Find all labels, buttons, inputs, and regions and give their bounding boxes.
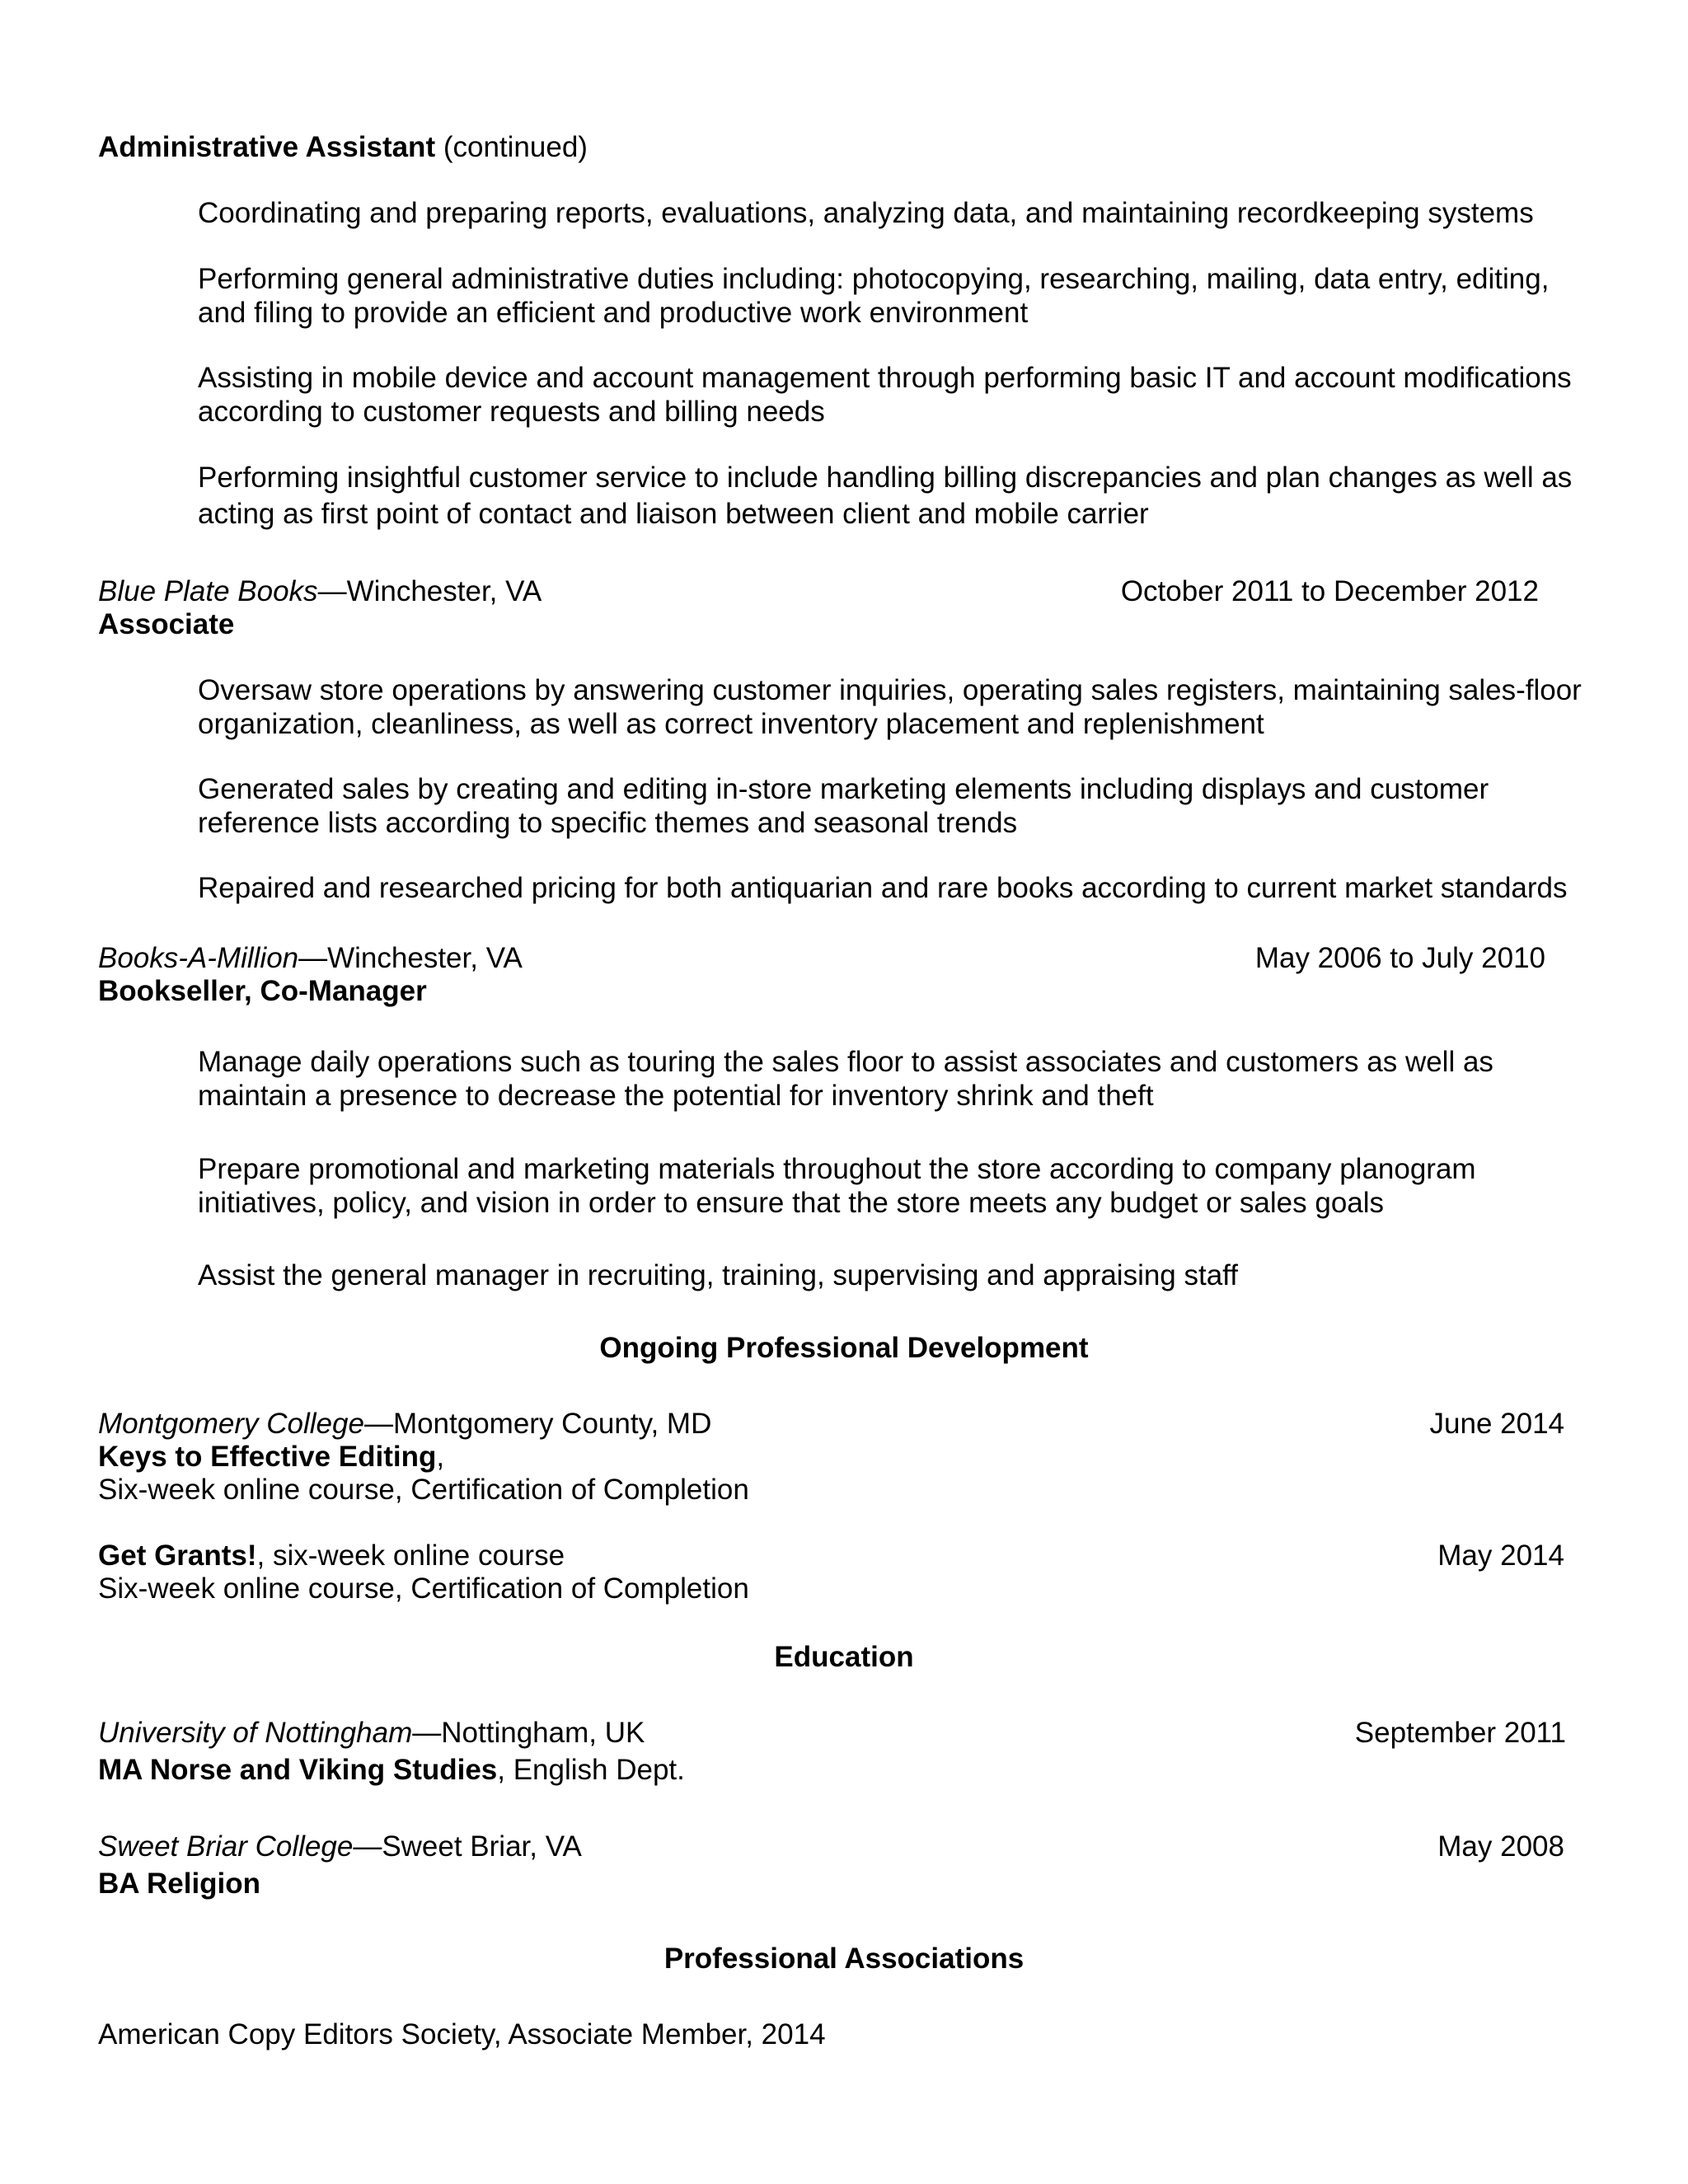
duty-item: Assisting in mobile device and account management through performing basic IT and account modifications according to customer requests and billing needs xyxy=(198,362,1572,428)
duty-item: Assist the general manager in recruiting, training, supervising and appraising staff xyxy=(198,1259,1238,1291)
course-date: June 2014 xyxy=(1429,1408,1564,1440)
employer-location: —Winchester, VA xyxy=(317,575,542,607)
duty-item: Manage daily operations such as touring the sales floor to assist associates and customers as well as maintain a presence to decrease the potential for inventory shrink and theft xyxy=(198,1046,1493,1112)
degree-suffix: , English Dept. xyxy=(497,1754,685,1786)
school-location: —Nottingham, UK xyxy=(412,1717,645,1749)
duty-item: Oversaw store operations by answering customer inquiries, operating sales registers, maintaining sales-floor organization, cleanliness, as well as correct inventory placement and replenishment xyxy=(198,674,1582,740)
school-name: Sweet Briar College xyxy=(98,1830,354,1863)
course-detail: Six-week online course, Certification of Completion xyxy=(98,1474,749,1506)
section-heading-education: Education xyxy=(774,1641,914,1673)
employer-name: Blue Plate Books xyxy=(98,575,318,607)
job-heading-admin-assistant xyxy=(98,130,588,164)
job-title: Administrative Assistant xyxy=(98,131,436,163)
employment-dates: May 2006 to July 2010 xyxy=(1254,942,1545,974)
course-title-line xyxy=(98,1539,565,1572)
employment-dates: October 2011 to December 2012 xyxy=(1120,575,1539,607)
graduation-date: September 2011 xyxy=(1354,1717,1566,1749)
graduation-date: May 2008 xyxy=(1437,1830,1564,1863)
degree-name: MA Norse and Viking Studies xyxy=(98,1754,498,1786)
course-title: Keys to Effective Editing xyxy=(98,1441,437,1473)
duty-item: Performing insightful customer service to include handling billing discrepancies and plan changes as well as acting as first point of contact and liaison between client and mobile carrier xyxy=(198,462,1573,530)
employer-location: —Winchester, VA xyxy=(298,942,523,974)
association-item: American Copy Editors Society, Associate Member, 2014 xyxy=(98,2018,826,2050)
degree-name: BA Religion xyxy=(98,1868,261,1900)
duty-item: Coordinating and preparing reports, evaluations, analyzing data, and maintaining recordkeeping systems xyxy=(198,197,1534,229)
institution-name: Montgomery College xyxy=(98,1408,364,1440)
continued-note: (continued) xyxy=(435,131,588,163)
institution-line xyxy=(98,1407,711,1441)
course-detail: Six-week online course, Certification of Completion xyxy=(98,1572,749,1605)
course-title: Get Grants! xyxy=(98,1540,257,1572)
school-line xyxy=(98,1716,645,1750)
course-title-suffix: , six-week online course xyxy=(256,1540,565,1572)
section-heading-associations: Professional Associations xyxy=(663,1943,1025,1975)
institution-location: —Montgomery County, MD xyxy=(363,1408,712,1440)
course-title-line xyxy=(98,1440,444,1474)
duty-item: Prepare promotional and marketing materials throughout the store according to company planogram initiatives, policy, and vision in order to ensure that the store meets any budget or sales goals xyxy=(198,1153,1476,1219)
job-title: Bookseller, Co-Manager xyxy=(98,975,427,1007)
school-location: —Sweet Briar, VA xyxy=(353,1830,582,1863)
school-line xyxy=(98,1830,582,1863)
employer-line xyxy=(98,941,523,975)
employer-name: Books-A-Million xyxy=(98,942,299,974)
degree-line xyxy=(98,1753,685,1787)
duty-item: Performing general administrative duties including: photocopying, researching, mailing, data entry, editing, and filing to provide an efficient and productive work environment xyxy=(198,263,1550,329)
school-name: University of Nottingham xyxy=(98,1717,413,1749)
section-heading-development: Ongoing Professional Development xyxy=(599,1332,1089,1364)
course-title-suffix: , xyxy=(436,1441,445,1473)
course-date: May 2014 xyxy=(1437,1540,1564,1572)
job-title: Associate xyxy=(98,608,235,640)
duty-item: Generated sales by creating and editing in-store marketing elements including displays and customer reference lists according to specific themes and seasonal trends xyxy=(198,773,1489,839)
duty-item: Repaired and researched pricing for both antiquarian and rare books according to current market standards xyxy=(198,872,1568,904)
employer-line xyxy=(98,574,542,608)
